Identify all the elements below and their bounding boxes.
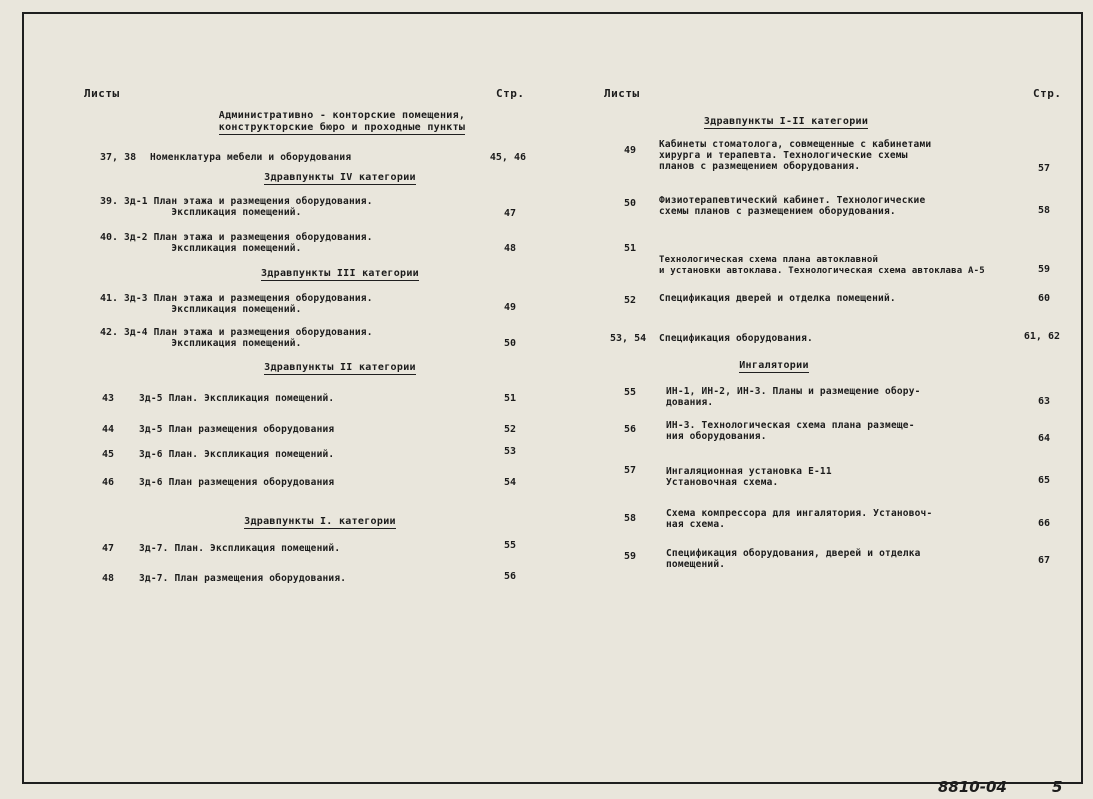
stamp-sheet-number: 5 [1052, 778, 1063, 796]
left-row-6-text: Зд-5 План размещения оборудования [139, 424, 335, 435]
left-row-7-text: Зд-6 План. Экспликация помещений. [139, 449, 335, 460]
left-row-1-text: Зд-1 План этажа и размещения оборудования. Экспликация помещений. [124, 196, 373, 218]
left-row-8-page: 54 [503, 477, 516, 488]
right-row-0-page: 57 [1037, 163, 1050, 174]
right-row-5-sheet: 55 [624, 387, 637, 398]
left-row-4-text: Зд-4 План этажа и размещения оборудования. Экспликация помещений. [124, 327, 373, 349]
right-row-6-page: 64 [1037, 433, 1050, 444]
right-row-2-page: 59 [1037, 264, 1050, 275]
left-row-0-text: Номенклатура мебели и оборудования [150, 152, 352, 163]
left-row-3-text: Зд-3 План этажа и размещения оборудования. Экспликация помещений. [124, 293, 373, 315]
right-section-0: Здравпункты I-II категории [703, 116, 869, 127]
left-row-2-sheet: 40. [100, 232, 119, 243]
right-row-8-sheet: 58 [624, 513, 637, 524]
right-row-0-sheet: 49 [624, 145, 637, 156]
right-row-7-text: Ингаляционная установка Е-11 Установочная схема. [666, 466, 832, 488]
left-section-1: Здравпункты III категории [260, 268, 419, 279]
right-row-0-text: Кабинеты стоматолога, совмещенные с кабинетами хирурга и терапевта. Технологические схемы планов с размещением оборудования. [659, 139, 932, 172]
right-row-9-sheet: 59 [624, 551, 637, 562]
right-row-4-page: 61, 62 [1023, 331, 1060, 342]
left-section-0: Здравпункты IV категории [264, 172, 416, 183]
right-row-2-sheet: 51 [624, 243, 637, 254]
left-row-7-page: 53 [503, 446, 516, 457]
left-col-sheets-header: Листы [84, 87, 120, 100]
right-row-4-sheet: 53, 54 [610, 333, 647, 344]
left-row-10-text: Зд-7. План размещения оборудования. [139, 573, 347, 584]
left-title-line1: Административно - конторские помещения, [218, 110, 466, 121]
left-row-3-sheet: 41. [100, 293, 119, 304]
left-row-4-sheet: 42. [100, 327, 119, 338]
right-row-3-text: Спецификация дверей и отделка помещений. [659, 293, 896, 304]
left-section-2: Здравпункты II категории [264, 362, 416, 373]
right-row-2-text: Технологическая схема плана автоклавной и установки автоклава. Технологическая схема автоклава А-5 [659, 255, 985, 276]
right-row-3-sheet: 52 [624, 295, 637, 306]
right-col-sheets-header: Листы [604, 87, 640, 100]
right-section-1: Ингалятории [739, 360, 809, 371]
left-row-10-sheet: 48 [102, 573, 115, 584]
right-row-9-page: 67 [1037, 555, 1050, 566]
right-row-6-sheet: 56 [624, 424, 637, 435]
left-row-9-sheet: 47 [102, 543, 115, 554]
left-row-7-sheet: 45 [102, 449, 115, 460]
right-row-1-page: 58 [1037, 205, 1050, 216]
left-row-4-page: 50 [503, 338, 516, 349]
right-row-7-page: 65 [1037, 475, 1050, 486]
stamp-code: 8810-04 [938, 778, 1007, 796]
left-row-5-text: Зд-5 План. Экспликация помещений. [139, 393, 335, 404]
left-row-2-text: Зд-2 План этажа и размещения оборудования. Экспликация помещений. [124, 232, 373, 254]
left-row-9-text: Зд-7. План. Экспликация помещений. [139, 543, 341, 554]
right-row-6-text: ИН-3. Технологическая схема плана размеще- ния оборудования. [666, 420, 915, 442]
right-row-3-page: 60 [1037, 293, 1050, 304]
left-row-10-page: 56 [503, 571, 516, 582]
right-row-9-text: Спецификация оборудования, дверей и отделка помещений. [666, 548, 921, 570]
right-row-5-text: ИН-1, ИН-2, ИН-3. Планы и размещение обору- дования. [666, 386, 921, 408]
left-title-line2: конструкторские бюро и проходные пункты [218, 122, 466, 133]
right-row-5-page: 63 [1037, 396, 1050, 407]
right-row-7-sheet: 57 [624, 465, 637, 476]
right-row-4-text: Спецификация оборудования. [659, 333, 813, 344]
right-row-8-page: 66 [1037, 518, 1050, 529]
right-row-8-text: Схема компрессора для ингалятория. Установоч- ная схема. [666, 508, 933, 530]
left-row-2-page: 48 [503, 243, 516, 254]
right-row-1-sheet: 50 [624, 198, 637, 209]
left-row-8-text: Зд-6 План размещения оборудования [139, 477, 335, 488]
left-section-3: Здравпункты I. категории [244, 516, 396, 527]
left-row-1-page: 47 [503, 208, 516, 219]
left-row-6-page: 52 [503, 424, 516, 435]
left-row-9-page: 55 [503, 540, 516, 551]
left-col-pages-header: Стр. [496, 87, 525, 100]
left-row-0-sheet: 37, 38 [100, 152, 137, 163]
left-row-1-sheet: 39. [100, 196, 119, 207]
right-col-pages-header: Стр. [1033, 87, 1062, 100]
left-row-0-page: 45, 46 [489, 152, 526, 163]
right-row-1-text: Физиотерапевтический кабинет. Технологические схемы планов с размещением оборудования. [659, 195, 926, 217]
left-row-6-sheet: 44 [102, 424, 115, 435]
left-row-8-sheet: 46 [102, 477, 115, 488]
left-row-5-sheet: 43 [102, 393, 115, 404]
left-row-3-page: 49 [503, 302, 516, 313]
left-row-5-page: 51 [503, 393, 516, 404]
